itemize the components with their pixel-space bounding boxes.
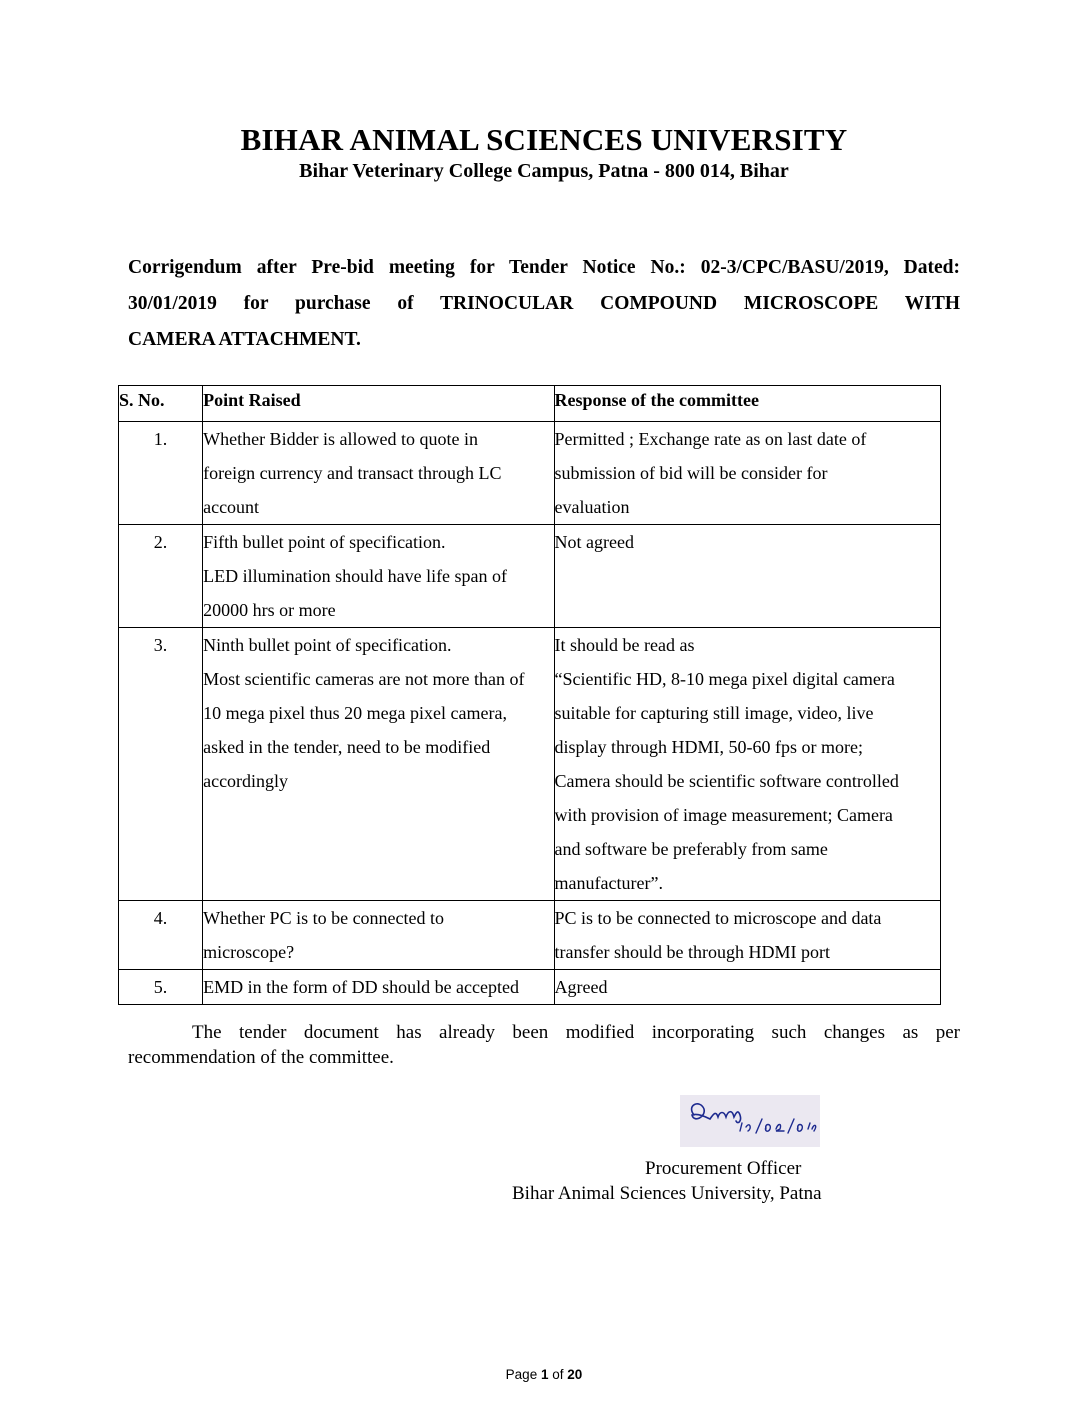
point-raised-line: Ninth bullet point of specification. bbox=[203, 635, 452, 655]
table-row bbox=[119, 628, 941, 901]
page-footer bbox=[0, 1367, 1088, 1382]
response-cell bbox=[554, 422, 940, 525]
university-title: BIHAR ANIMAL SCIENCES UNIVERSITY bbox=[240, 122, 848, 157]
serial-number-cell: 1. bbox=[119, 422, 203, 525]
page-of-label: of bbox=[552, 1367, 564, 1382]
table-header-row bbox=[119, 386, 941, 422]
corrigendum-subject bbox=[128, 250, 960, 358]
response-line: “Scientific HD, 8-10 mega pixel digital camera bbox=[554, 669, 895, 689]
subject-line-3: CAMERA ATTACHMENT. bbox=[128, 329, 361, 350]
subject-line-2: 30/01/2019 for purchase of TRINOCULAR COMPOUND MICROSCOPE WITH bbox=[128, 293, 960, 314]
header-point-raised: Point Raised bbox=[203, 386, 554, 422]
closing-paragraph bbox=[128, 1020, 960, 1070]
point-raised-line: accordingly bbox=[203, 771, 289, 791]
response-line: Agreed bbox=[554, 977, 608, 997]
serial-number-cell: 5. bbox=[119, 970, 203, 1005]
point-raised-line: asked in the tender, need to be modified bbox=[203, 737, 491, 757]
response-line: It should be read as bbox=[554, 635, 695, 655]
serial-number-cell: 4. bbox=[119, 901, 203, 970]
response-line: evaluation bbox=[554, 497, 630, 517]
table-body bbox=[119, 422, 941, 1005]
table-row bbox=[119, 422, 941, 525]
point-raised-line: account bbox=[203, 497, 260, 517]
response-cell bbox=[554, 970, 940, 1005]
university-address: Bihar Veterinary College Campus, Patna - 800 014, Bihar bbox=[299, 160, 789, 182]
point-raised-line: EMD in the form of DD should be accepted bbox=[203, 977, 520, 997]
point-raised-line: LED illumination should have life span of bbox=[203, 566, 508, 586]
closing-line-2: recommendation of the committee. bbox=[128, 1047, 394, 1068]
page-total: 20 bbox=[567, 1367, 583, 1382]
response-line: manufacturer”. bbox=[554, 873, 663, 893]
response-line: Not agreed bbox=[554, 532, 634, 552]
serial-number-cell: 3. bbox=[119, 628, 203, 901]
table-row bbox=[119, 901, 941, 970]
response-line: suitable for capturing still image, video, live bbox=[554, 703, 874, 723]
response-line: and software be preferably from same bbox=[554, 839, 828, 859]
response-line: transfer should be through HDMI port bbox=[554, 942, 830, 962]
response-line: submission of bid will be consider for bbox=[554, 463, 828, 483]
point-raised-cell bbox=[203, 422, 554, 525]
point-raised-cell bbox=[203, 901, 554, 970]
response-line: Permitted ; Exchange rate as on last date of bbox=[554, 429, 867, 449]
point-raised-line: microscope? bbox=[203, 942, 295, 962]
page-number: 1 bbox=[540, 1367, 549, 1382]
signatory-organization: Bihar Animal Sciences University, Patna bbox=[512, 1183, 822, 1204]
serial-number-cell: 2. bbox=[119, 525, 203, 628]
point-raised-line: 20000 hrs or more bbox=[203, 600, 336, 620]
table-row bbox=[119, 970, 941, 1005]
handwritten-signature bbox=[680, 1095, 820, 1147]
response-cell bbox=[554, 628, 940, 901]
point-raised-line: 10 mega pixel thus 20 mega pixel camera, bbox=[203, 703, 507, 723]
response-cell bbox=[554, 901, 940, 970]
closing-line-1: The tender document has already been modified incorporating such changes as per bbox=[192, 1022, 960, 1043]
point-raised-line: Whether Bidder is allowed to quote in bbox=[203, 429, 479, 449]
signatory-title: Procurement Officer bbox=[645, 1158, 802, 1179]
header-response: Response of the committee bbox=[554, 386, 940, 422]
response-table bbox=[118, 385, 941, 1005]
point-raised-line: foreign currency and transact through LC bbox=[203, 463, 502, 483]
point-raised-cell bbox=[203, 525, 554, 628]
point-raised-line: Most scientific cameras are not more than of bbox=[203, 669, 525, 689]
response-line: with provision of image measurement; Camera bbox=[554, 805, 893, 825]
point-raised-line: Fifth bullet point of specification. bbox=[203, 532, 446, 552]
response-line: Camera should be scientific software controlled bbox=[554, 771, 899, 791]
table-row bbox=[119, 525, 941, 628]
response-line: display through HDMI, 50-60 fps or more; bbox=[554, 737, 863, 757]
point-raised-cell bbox=[203, 970, 554, 1005]
point-raised-line: Whether PC is to be connected to bbox=[203, 908, 445, 928]
point-raised-cell bbox=[203, 628, 554, 901]
page-label: Page bbox=[505, 1367, 538, 1382]
response-cell bbox=[554, 525, 940, 628]
response-line: PC is to be connected to microscope and data bbox=[554, 908, 882, 928]
subject-line-1: Corrigendum after Pre-bid meeting for Tender Notice No.: 02-3/CPC/BASU/2019, Dated: bbox=[128, 257, 960, 278]
header-sno: S. No. bbox=[119, 386, 203, 422]
